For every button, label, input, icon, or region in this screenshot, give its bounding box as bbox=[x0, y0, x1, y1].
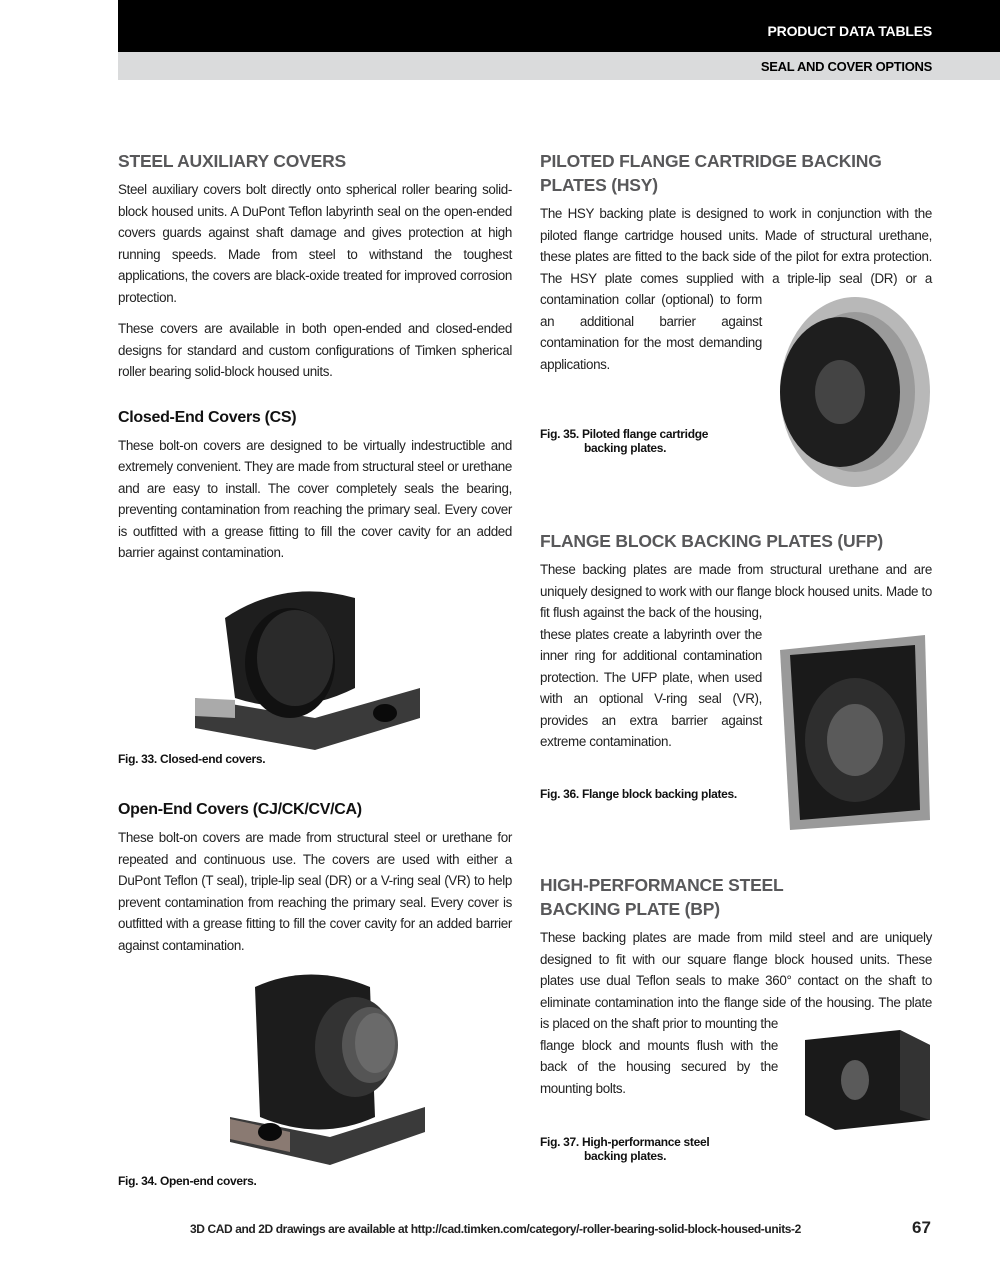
header-bar bbox=[118, 0, 1000, 52]
ufp-text-content: These backing plates are made from structural urethane and are uniquely designed to work with our flange block housed units. Made to fit flush against the back of the housing, these plates create a labyrinth over the inner ring for additional contamination protection. The UFP plate, when used with an optional V-ring seal (VR), provides an extra barrier against extreme contamination. bbox=[540, 562, 932, 749]
fig-34-caption: Fig. 34. Open-end covers. bbox=[118, 1174, 257, 1188]
fig-35-caption bbox=[540, 427, 708, 455]
ufp-heading: FLANGE BLOCK BACKING PLATES (UFP) bbox=[540, 531, 884, 551]
open-end-text: These bolt-on covers are made from structural steel or urethane for repeated and continuous use. The covers are used with either a DuPont Teflon (T seal), triple-lip seal (DR) or a V-ring seal (VR) to help prevent contamination from reaching the primary seal. Every cover is outfitted with a grease fitting to fill the cover cavity for an added barrier against contamination. bbox=[118, 830, 512, 953]
bp-plate-photo bbox=[800, 1030, 932, 1130]
fig-37-line-2: backing plates. bbox=[584, 1149, 667, 1163]
footer-cad-note: 3D CAD and 2D drawings are available at http://cad.timken.com/category/-roller-bearing-solid-block-housed-units-2 bbox=[190, 1222, 801, 1236]
closed-end-heading: Closed-End Covers (CS) bbox=[118, 408, 297, 426]
fig-33-caption: Fig. 33. Closed-end covers. bbox=[118, 752, 266, 766]
open-end-section bbox=[118, 799, 512, 956]
fig-35-line-2: backing plates. bbox=[584, 441, 667, 455]
subheader-bar bbox=[118, 52, 1000, 80]
fig-35-line-1: Fig. 35. Piloted flange cartridge bbox=[540, 427, 709, 441]
steel-covers-heading: STEEL AUXILIARY COVERS bbox=[118, 151, 347, 171]
hsy-heading: PILOTED FLANGE CARTRIDGE BACKING PLATES (HSY) bbox=[540, 151, 882, 195]
section-title: PRODUCT DATA TABLES bbox=[767, 23, 932, 39]
subsection-title: SEAL AND COVER OPTIONS bbox=[760, 59, 932, 74]
ufp-plate-photo bbox=[775, 630, 932, 835]
fig-37-line-1: Fig. 37. High-performance steel bbox=[540, 1135, 710, 1149]
bp-text-content: These backing plates are made from mild steel and are uniquely designed to fit with our square flange block housed units. These plates use dual Teflon seals to make 360° contact on the shaft to eliminate contamination into the flange side of the housing. The plate is placed on the shaft prior to mounting the flange block and mounts flush with the back of the housing secured by the mounting bolts. bbox=[540, 930, 932, 1096]
bp-heading-line-1: HIGH-PERFORMANCE STEEL bbox=[540, 875, 784, 895]
page-number: 67 bbox=[912, 1218, 931, 1237]
steel-covers-para-1: Steel auxiliary covers bolt directly onto spherical roller bearing solid-block housed units. A DuPont Teflon labyrinth seal on the open-ended covers guards against shaft damage and gives protection at high running speeds. Made from steel to withstand the toughest applications, the covers are black-oxide treated for improved corrosion protection. bbox=[118, 182, 512, 305]
closed-end-cover-photo bbox=[195, 578, 420, 750]
hsy-plate-photo bbox=[765, 295, 932, 490]
fig-36-caption: Fig. 36. Flange block backing plates. bbox=[540, 787, 737, 801]
closed-end-text: These bolt-on covers are designed to be virtually indestructible and extremely convenient. They are made from structural steel or urethane and are easy to install. The cover completely seals the bearing, preventing contamination from reaching the primary seal. Every cover is outfitted with a grease fitting to fill the cover cavity for an added barrier against contamination. bbox=[118, 437, 512, 560]
bp-heading-line-2: BACKING PLATE (BP) bbox=[540, 899, 720, 919]
steel-covers-para-2: These covers are available in both open-ended and closed-ended designs for standard and custom configurations of Timken spherical roller bearing solid-block housed units. bbox=[118, 321, 512, 379]
hsy-text-content: The HSY backing plate is designed to work in conjunction with the piloted flange cartridge housed units. Made of structural urethane, these plates are fitted to the back side of the pilot for extra protection. The HSY plate comes supplied with a triple-lip seal (DR) or a contamination collar (optional) to form an additional barrier against contamination for the most demanding applications. bbox=[540, 206, 932, 372]
left-column bbox=[118, 149, 512, 564]
open-end-heading: Open-End Covers (CJ/CK/CV/CA) bbox=[118, 801, 362, 818]
open-end-cover-photo bbox=[230, 967, 425, 1165]
fig-37-caption bbox=[540, 1135, 709, 1163]
